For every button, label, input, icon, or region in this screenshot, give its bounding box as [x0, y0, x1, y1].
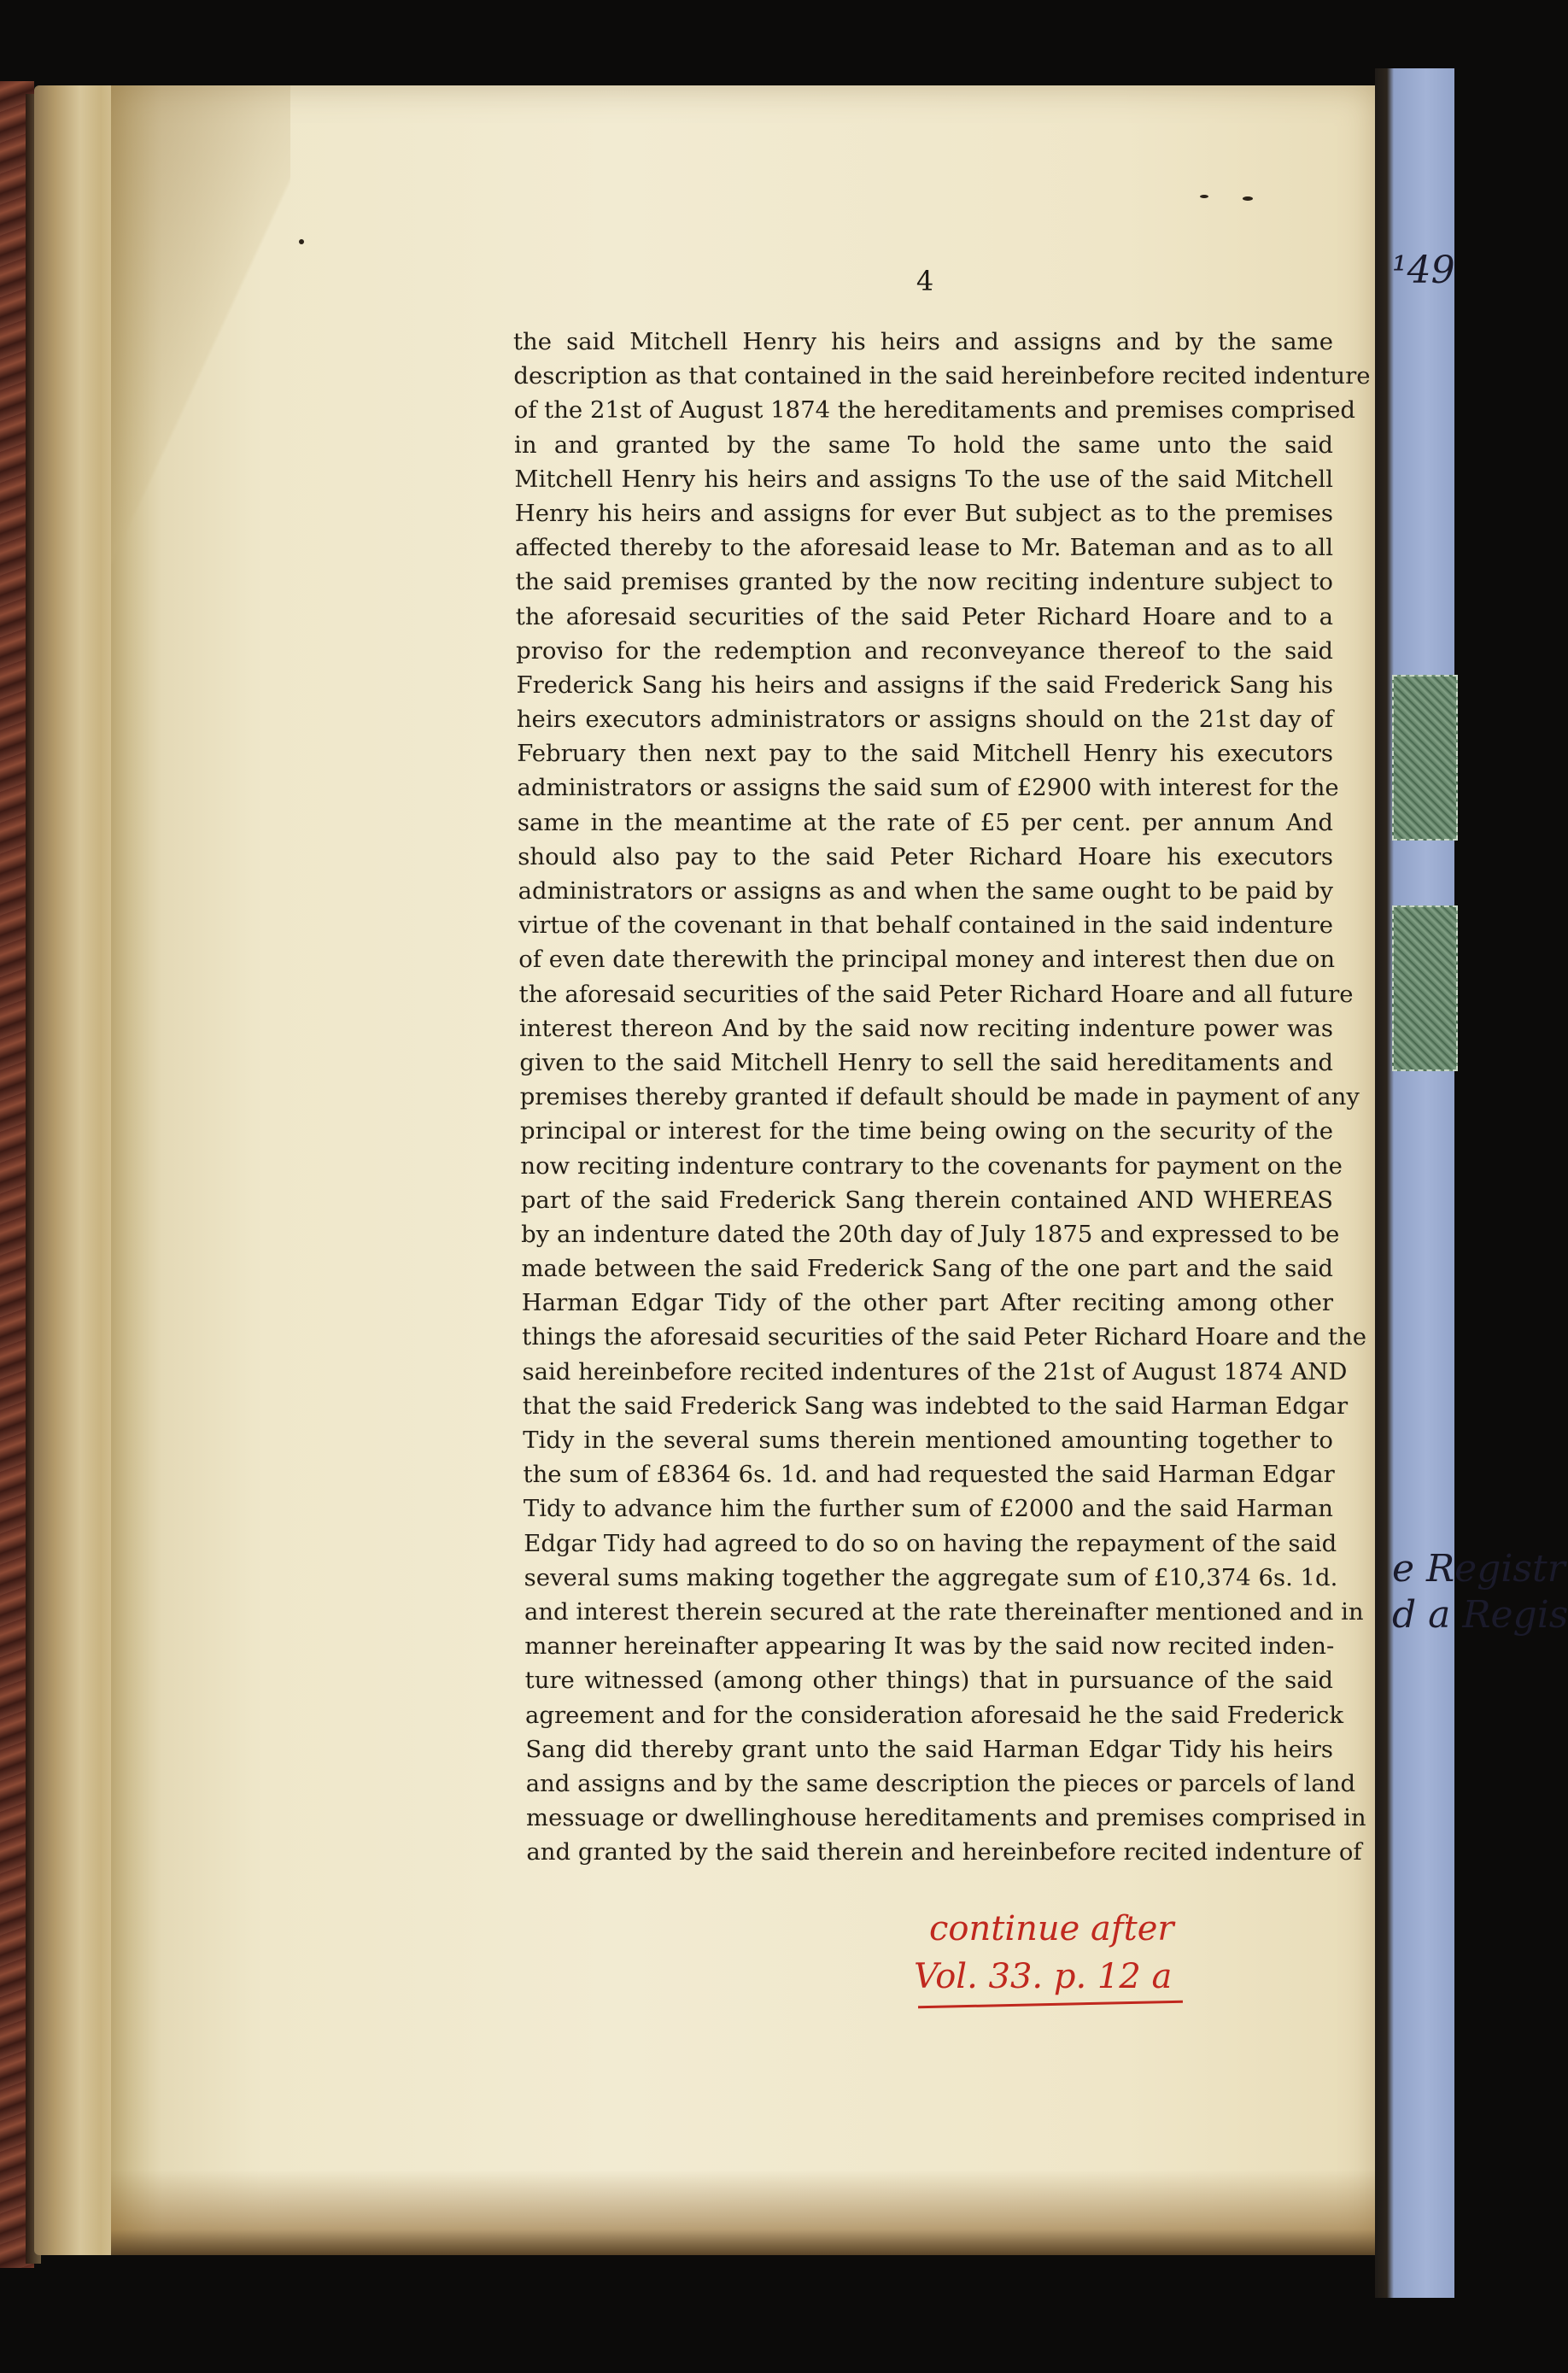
- text-line: made between the said Frederick Sang of the one part and the said: [521, 1255, 1333, 1283]
- text-line: of even date therewith the principal money and interest then due on: [518, 946, 1336, 974]
- text-line: administrators or assigns the said sum of £2900 with interest for the: [517, 774, 1339, 802]
- text-line: proviso for the redemption and reconveyance thereof to the said: [516, 636, 1333, 665]
- text-line: manner hereinafter appearing It was by the said now recited inden-: [524, 1632, 1335, 1661]
- text-line: description as that contained in the said hereinbefore recited indenture: [513, 362, 1371, 390]
- text-line: premises thereby granted if default should be made in payment of any: [519, 1083, 1360, 1111]
- page-number: 4: [916, 265, 934, 297]
- text-line: agreement and for the consideration aforesaid he the said Frederick: [525, 1701, 1343, 1729]
- page-fold-corner: [111, 85, 290, 564]
- text-line: the said Mitchell Henry his heirs and assigns and by the same: [513, 328, 1333, 355]
- handwritten-note: [914, 1905, 1238, 2001]
- text-line: February then next pay to the said Mitchell Henry his executors: [517, 740, 1333, 768]
- handwritten-note-line-2: Vol. 33. p. 12 a: [914, 1957, 1173, 1996]
- text-line: and assigns and by the same description the pieces or parcels of land: [525, 1769, 1356, 1797]
- margin-scribble-middle: e Registr d a Regis: [1392, 1547, 1568, 1637]
- text-line: Frederick Sang his heirs and assigns if the said Frederick Sang his: [516, 671, 1333, 699]
- text-line: the said premises granted by the now reciting indenture subject to: [515, 568, 1333, 596]
- text-line: administrators or assigns as and when the same ought to be paid by: [518, 877, 1333, 905]
- text-line: in and granted by the same To hold the same unto the said: [514, 431, 1333, 459]
- text-line: messuage or dwellinghouse hereditaments and premises comprised in: [526, 1804, 1366, 1832]
- text-line: and interest therein secured at the rate thereinafter mentioned and in: [524, 1597, 1364, 1626]
- text-line: the aforesaid securities of the said Peter Richard Hoare and all future: [518, 980, 1354, 1008]
- text-line: same in the meantime at the rate of £5 per cent. per annum And: [517, 808, 1333, 836]
- text-line: now reciting indenture contrary to the covenants for payment on the: [520, 1151, 1343, 1180]
- text-line: part of the said Frederick Sang therein contained AND WHEREAS: [520, 1186, 1333, 1214]
- text-line: should also pay to the said Peter Richard Hoare his executors: [518, 842, 1333, 870]
- speck-2: [1200, 195, 1208, 198]
- text-line: by an indenture dated the 20th day of July 1875 and expressed to be: [521, 1220, 1340, 1248]
- text-line: of the 21st of August 1874 the hereditaments and premises comprised: [513, 396, 1355, 425]
- text-line: affected thereby to the aforesaid lease to Mr. Bateman and as to all: [515, 534, 1333, 562]
- text-line: virtue of the covenant in that behalf contained in the said indenture: [518, 911, 1333, 940]
- text-line: ture witnessed (among other things) that in pursuance of the said: [524, 1667, 1333, 1695]
- handwritten-note-line-1: continue after: [929, 1909, 1174, 1948]
- text-line: the sum of £8364 6s. 1d. and had requested the said Harman Edgar: [523, 1461, 1335, 1489]
- page-bottom-stain: [111, 2170, 1375, 2255]
- text-line: Mitchell Henry his heirs and assigns To the use of the said Mitchell: [514, 465, 1333, 493]
- text-line: Harman Edgar Tidy of the other part After reciting among other: [521, 1289, 1333, 1317]
- speck-3: [1243, 196, 1253, 201]
- text-line: Henry his heirs and assigns for ever But subject as to the premises: [514, 499, 1333, 527]
- text-line: Tidy to advance him the further sum of £2000 and the said Harman: [523, 1495, 1333, 1523]
- text-line: that the said Frederick Sang was indebted to the said Harman Edgar: [522, 1392, 1349, 1420]
- text-line: interest thereon And by the said now reciting indenture power was: [519, 1014, 1333, 1042]
- text-line: Sang did thereby grant unto the said Harman Edgar Tidy his heirs: [525, 1735, 1333, 1763]
- text-line: heirs executors administrators or assigns should on the 21st day of: [516, 706, 1333, 734]
- text-line: things the aforesaid securities of the said Peter Richard Hoare and the: [522, 1323, 1366, 1351]
- margin-scribble-top: ¹49: [1392, 249, 1455, 292]
- revenue-stamp-2: [1392, 905, 1458, 1071]
- text-line: and granted by the said therein and hereinbefore recited indenture of: [526, 1838, 1362, 1866]
- text-line: given to the said Mitchell Henry to sell the said hereditaments and: [519, 1048, 1333, 1076]
- text-line: Edgar Tidy had agreed to do so on having the repayment of the said: [524, 1529, 1337, 1557]
- speck-1: [299, 239, 304, 244]
- revenue-stamp-1: [1392, 675, 1458, 841]
- text-line: said hereinbefore recited indentures of the 21st of August 1874 AND: [522, 1357, 1348, 1386]
- body-text: [513, 325, 1371, 1869]
- text-line: principal or interest for the time being owing on the security of the: [520, 1117, 1333, 1145]
- text-line: the aforesaid securities of the said Peter Richard Hoare and to a: [515, 602, 1333, 630]
- text-line: Tidy in the several sums therein mentioned amounting together to: [523, 1427, 1333, 1454]
- text-line: several sums making together the aggregate sum of £10,374 6s. 1d.: [524, 1563, 1338, 1591]
